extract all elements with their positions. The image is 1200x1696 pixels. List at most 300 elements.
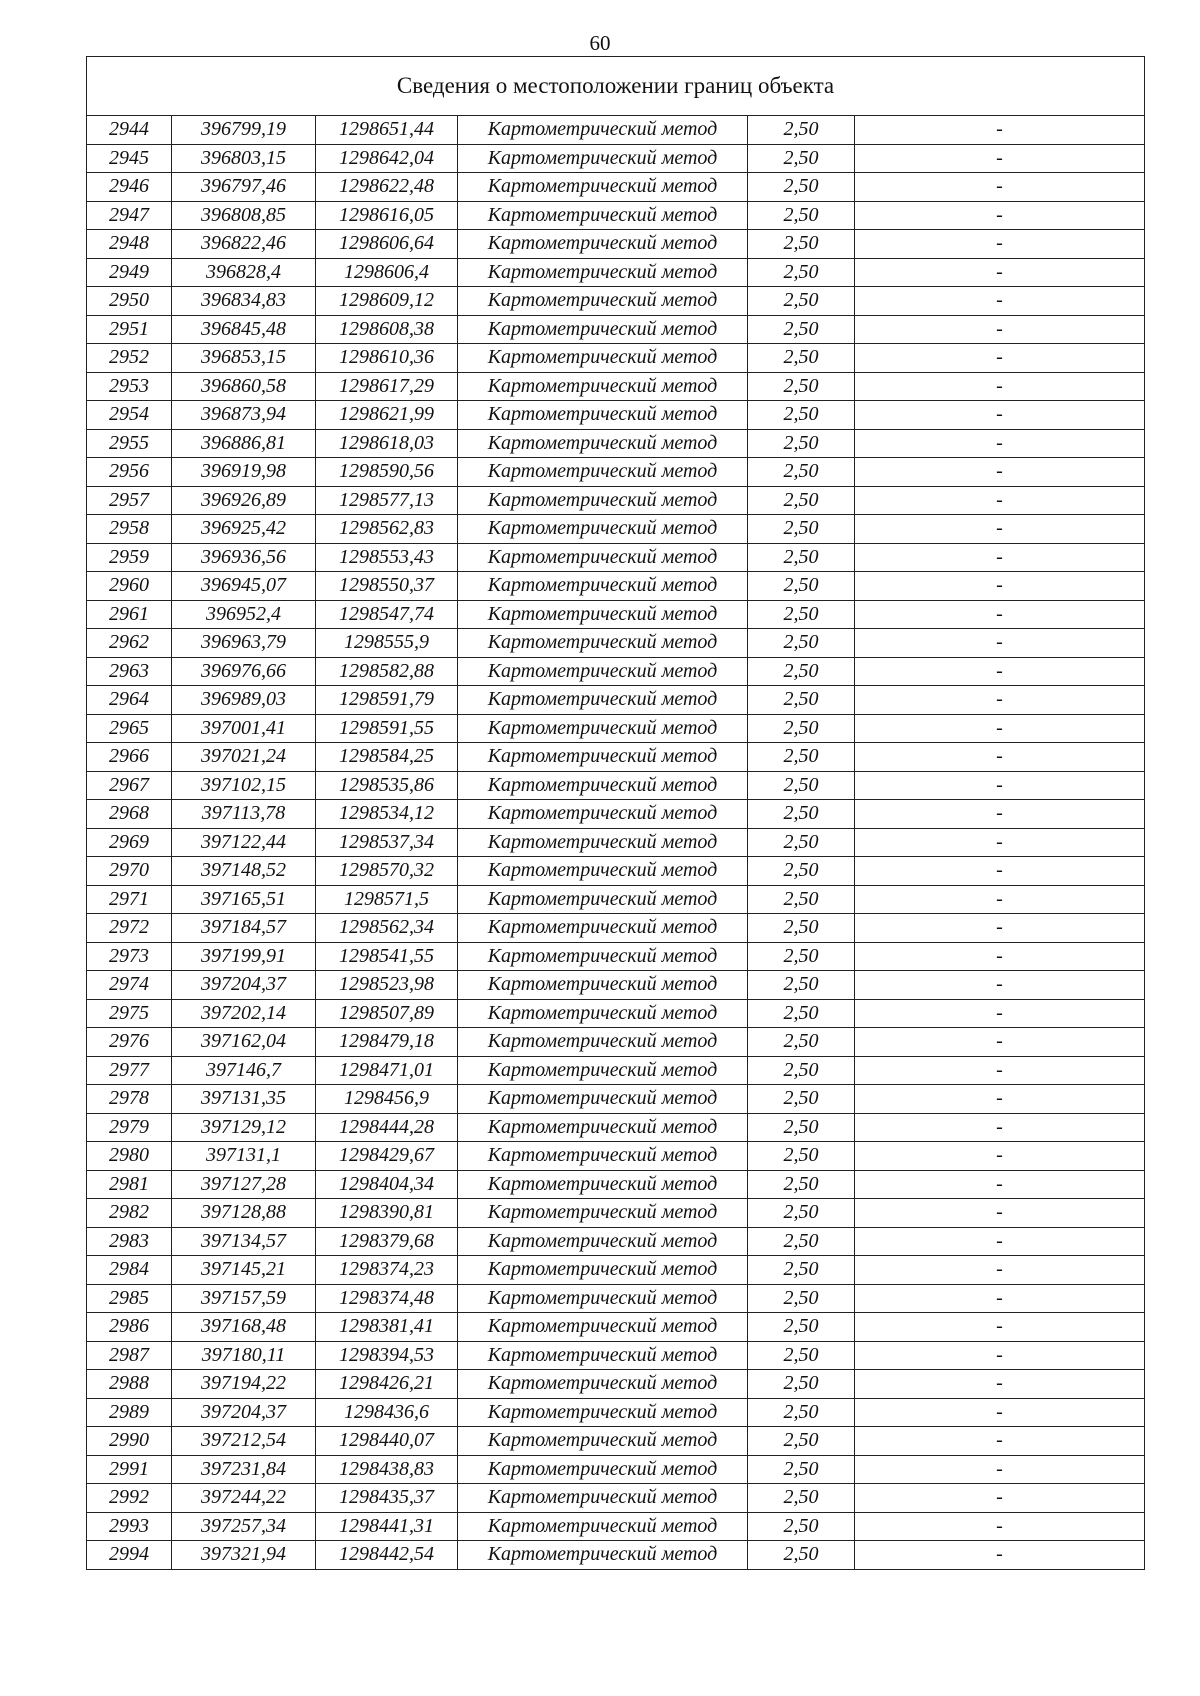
y-coordinate-cell: 1298570,32: [316, 857, 458, 886]
y-coordinate-cell: 1298562,83: [316, 515, 458, 544]
description-cell: -: [855, 543, 1145, 572]
point-number-cell: 2949: [87, 258, 172, 287]
point-number-cell: 2952: [87, 344, 172, 373]
description-cell: -: [855, 344, 1145, 373]
point-number-cell: 2945: [87, 144, 172, 173]
y-coordinate-cell: 1298651,44: [316, 116, 458, 145]
table-row: [87, 1370, 1145, 1399]
method-cell: Картометрический метод: [458, 714, 748, 743]
y-coordinate-cell: 1298582,88: [316, 657, 458, 686]
table-row: [87, 657, 1145, 686]
description-cell: -: [855, 201, 1145, 230]
method-cell: Картометрический метод: [458, 116, 748, 145]
description-cell: -: [855, 230, 1145, 259]
table-row: [87, 515, 1145, 544]
point-number-cell: 2955: [87, 429, 172, 458]
description-cell: -: [855, 572, 1145, 601]
accuracy-cell: 2,50: [748, 173, 855, 202]
description-cell: -: [855, 657, 1145, 686]
table-row: [87, 942, 1145, 971]
method-cell: Картометрический метод: [458, 686, 748, 715]
method-cell: Картометрический метод: [458, 344, 748, 373]
accuracy-cell: 2,50: [748, 714, 855, 743]
table-row: [87, 173, 1145, 202]
description-cell: -: [855, 885, 1145, 914]
table-row: [87, 1398, 1145, 1427]
x-coordinate-cell: 397244,22: [172, 1484, 316, 1513]
description-cell: -: [855, 1484, 1145, 1513]
table-row: [87, 743, 1145, 772]
x-coordinate-cell: 397134,57: [172, 1227, 316, 1256]
accuracy-cell: 2,50: [748, 116, 855, 145]
y-coordinate-cell: 1298550,37: [316, 572, 458, 601]
x-coordinate-cell: 396845,48: [172, 315, 316, 344]
accuracy-cell: 2,50: [748, 144, 855, 173]
method-cell: Картометрический метод: [458, 1284, 748, 1313]
y-coordinate-cell: 1298584,25: [316, 743, 458, 772]
page-number: 60: [589, 31, 611, 55]
point-number-cell: 2978: [87, 1085, 172, 1114]
description-cell: -: [855, 173, 1145, 202]
table-row: [87, 144, 1145, 173]
table-row: [87, 971, 1145, 1000]
point-number-cell: 2983: [87, 1227, 172, 1256]
x-coordinate-cell: 397168,48: [172, 1313, 316, 1342]
accuracy-cell: 2,50: [748, 800, 855, 829]
description-cell: -: [855, 771, 1145, 800]
description-cell: -: [855, 1284, 1145, 1313]
method-cell: Картометрический метод: [458, 173, 748, 202]
point-number-cell: 2956: [87, 458, 172, 487]
accuracy-cell: 2,50: [748, 486, 855, 515]
method-cell: Картометрический метод: [458, 458, 748, 487]
point-number-cell: 2947: [87, 201, 172, 230]
y-coordinate-cell: 1298616,05: [316, 201, 458, 230]
description-cell: -: [855, 486, 1145, 515]
point-number-cell: 2966: [87, 743, 172, 772]
x-coordinate-cell: 397102,15: [172, 771, 316, 800]
point-number-cell: 2967: [87, 771, 172, 800]
method-cell: Картометрический метод: [458, 914, 748, 943]
y-coordinate-cell: 1298456,9: [316, 1085, 458, 1114]
description-cell: -: [855, 828, 1145, 857]
table-row: [87, 914, 1145, 943]
y-coordinate-cell: 1298404,34: [316, 1170, 458, 1199]
description-cell: -: [855, 714, 1145, 743]
description-cell: -: [855, 743, 1145, 772]
accuracy-cell: 2,50: [748, 287, 855, 316]
point-number-cell: 2970: [87, 857, 172, 886]
y-coordinate-cell: 1298642,04: [316, 144, 458, 173]
description-cell: -: [855, 144, 1145, 173]
description-cell: -: [855, 315, 1145, 344]
x-coordinate-cell: 397122,44: [172, 828, 316, 857]
accuracy-cell: 2,50: [748, 828, 855, 857]
point-number-cell: 2969: [87, 828, 172, 857]
x-coordinate-cell: 396828,4: [172, 258, 316, 287]
x-coordinate-cell: 396989,03: [172, 686, 316, 715]
x-coordinate-cell: 396886,81: [172, 429, 316, 458]
point-number-cell: 2985: [87, 1284, 172, 1313]
y-coordinate-cell: 1298535,86: [316, 771, 458, 800]
point-number-cell: 2953: [87, 372, 172, 401]
accuracy-cell: 2,50: [748, 515, 855, 544]
accuracy-cell: 2,50: [748, 1341, 855, 1370]
description-cell: -: [855, 1370, 1145, 1399]
point-number-cell: 2948: [87, 230, 172, 259]
accuracy-cell: 2,50: [748, 743, 855, 772]
x-coordinate-cell: 396834,83: [172, 287, 316, 316]
x-coordinate-cell: 397184,57: [172, 914, 316, 943]
x-coordinate-cell: 397113,78: [172, 800, 316, 829]
method-cell: Картометрический метод: [458, 828, 748, 857]
accuracy-cell: 2,50: [748, 1512, 855, 1541]
point-number-cell: 2968: [87, 800, 172, 829]
table-row: [87, 857, 1145, 886]
y-coordinate-cell: 1298394,53: [316, 1341, 458, 1370]
x-coordinate-cell: 397128,88: [172, 1199, 316, 1228]
method-cell: Картометрический метод: [458, 1313, 748, 1342]
method-cell: Картометрический метод: [458, 1028, 748, 1057]
x-coordinate-cell: 396803,15: [172, 144, 316, 173]
method-cell: Картометрический метод: [458, 486, 748, 515]
point-number-cell: 2944: [87, 116, 172, 145]
description-cell: -: [855, 686, 1145, 715]
table-row: [87, 600, 1145, 629]
table-row: [87, 201, 1145, 230]
method-cell: Картометрический метод: [458, 1199, 748, 1228]
method-cell: Картометрический метод: [458, 629, 748, 658]
y-coordinate-cell: 1298479,18: [316, 1028, 458, 1057]
description-cell: -: [855, 1142, 1145, 1171]
x-coordinate-cell: 396808,85: [172, 201, 316, 230]
accuracy-cell: 2,50: [748, 201, 855, 230]
point-number-cell: 2972: [87, 914, 172, 943]
accuracy-cell: 2,50: [748, 572, 855, 601]
method-cell: Картометрический метод: [458, 429, 748, 458]
method-cell: Картометрический метод: [458, 401, 748, 430]
method-cell: Картометрический метод: [458, 1113, 748, 1142]
accuracy-cell: 2,50: [748, 458, 855, 487]
y-coordinate-cell: 1298537,34: [316, 828, 458, 857]
x-coordinate-cell: 396799,19: [172, 116, 316, 145]
point-number-cell: 2981: [87, 1170, 172, 1199]
accuracy-cell: 2,50: [748, 885, 855, 914]
table-row: [87, 999, 1145, 1028]
x-coordinate-cell: 397001,41: [172, 714, 316, 743]
table-row: [87, 1256, 1145, 1285]
accuracy-cell: 2,50: [748, 429, 855, 458]
table-row: [87, 1199, 1145, 1228]
table-row: [87, 1313, 1145, 1342]
x-coordinate-cell: 396925,42: [172, 515, 316, 544]
description-cell: -: [855, 116, 1145, 145]
point-number-cell: 2988: [87, 1370, 172, 1399]
accuracy-cell: 2,50: [748, 1284, 855, 1313]
point-number-cell: 2994: [87, 1541, 172, 1570]
accuracy-cell: 2,50: [748, 857, 855, 886]
y-coordinate-cell: 1298390,81: [316, 1199, 458, 1228]
method-cell: Картометрический метод: [458, 287, 748, 316]
x-coordinate-cell: 397131,1: [172, 1142, 316, 1171]
x-coordinate-cell: 397145,21: [172, 1256, 316, 1285]
accuracy-cell: 2,50: [748, 1370, 855, 1399]
x-coordinate-cell: 397157,59: [172, 1284, 316, 1313]
y-coordinate-cell: 1298429,67: [316, 1142, 458, 1171]
method-cell: Картометрический метод: [458, 1341, 748, 1370]
method-cell: Картометрический метод: [458, 1541, 748, 1570]
x-coordinate-cell: 397204,37: [172, 971, 316, 1000]
description-cell: -: [855, 1512, 1145, 1541]
point-number-cell: 2984: [87, 1256, 172, 1285]
x-coordinate-cell: 397127,28: [172, 1170, 316, 1199]
method-cell: Картометрический метод: [458, 1170, 748, 1199]
description-cell: -: [855, 1341, 1145, 1370]
method-cell: Картометрический метод: [458, 1256, 748, 1285]
x-coordinate-cell: 397146,7: [172, 1056, 316, 1085]
y-coordinate-cell: 1298441,31: [316, 1512, 458, 1541]
method-cell: Картометрический метод: [458, 144, 748, 173]
accuracy-cell: 2,50: [748, 1227, 855, 1256]
y-coordinate-cell: 1298440,07: [316, 1427, 458, 1456]
y-coordinate-cell: 1298435,37: [316, 1484, 458, 1513]
y-coordinate-cell: 1298523,98: [316, 971, 458, 1000]
x-coordinate-cell: 396860,58: [172, 372, 316, 401]
method-cell: Картометрический метод: [458, 258, 748, 287]
accuracy-cell: 2,50: [748, 1056, 855, 1085]
table-row: [87, 1056, 1145, 1085]
x-coordinate-cell: 397212,54: [172, 1427, 316, 1456]
table-row: [87, 800, 1145, 829]
accuracy-cell: 2,50: [748, 258, 855, 287]
method-cell: Картометрический метод: [458, 771, 748, 800]
method-cell: Картометрический метод: [458, 230, 748, 259]
x-coordinate-cell: 397165,51: [172, 885, 316, 914]
x-coordinate-cell: 396853,15: [172, 344, 316, 373]
method-cell: Картометрический метод: [458, 1085, 748, 1114]
y-coordinate-cell: 1298617,29: [316, 372, 458, 401]
x-coordinate-cell: 396822,46: [172, 230, 316, 259]
description-cell: -: [855, 971, 1145, 1000]
table-row: [87, 372, 1145, 401]
x-coordinate-cell: 397148,52: [172, 857, 316, 886]
point-number-cell: 2962: [87, 629, 172, 658]
method-cell: Картометрический метод: [458, 1227, 748, 1256]
accuracy-cell: 2,50: [748, 600, 855, 629]
accuracy-cell: 2,50: [748, 1398, 855, 1427]
point-number-cell: 2975: [87, 999, 172, 1028]
table-row: [87, 429, 1145, 458]
table-row: [87, 344, 1145, 373]
table-title-row: [87, 57, 1145, 116]
method-cell: Картометрический метод: [458, 657, 748, 686]
description-cell: -: [855, 1056, 1145, 1085]
description-cell: -: [855, 1398, 1145, 1427]
method-cell: Картометрический метод: [458, 1398, 748, 1427]
accuracy-cell: 2,50: [748, 629, 855, 658]
table-row: [87, 258, 1145, 287]
accuracy-cell: 2,50: [748, 372, 855, 401]
method-cell: Картометрический метод: [458, 1427, 748, 1456]
y-coordinate-cell: 1298541,55: [316, 942, 458, 971]
y-coordinate-cell: 1298381,41: [316, 1313, 458, 1342]
table-row: [87, 1028, 1145, 1057]
table-row: [87, 714, 1145, 743]
table-row: [87, 116, 1145, 145]
y-coordinate-cell: 1298571,5: [316, 885, 458, 914]
point-number-cell: 2993: [87, 1512, 172, 1541]
accuracy-cell: 2,50: [748, 230, 855, 259]
point-number-cell: 2977: [87, 1056, 172, 1085]
y-coordinate-cell: 1298591,55: [316, 714, 458, 743]
point-number-cell: 2992: [87, 1484, 172, 1513]
table-row: [87, 287, 1145, 316]
method-cell: Картометрический метод: [458, 743, 748, 772]
point-number-cell: 2979: [87, 1113, 172, 1142]
table-row: [87, 1227, 1145, 1256]
table-row: [87, 686, 1145, 715]
description-cell: -: [855, 914, 1145, 943]
point-number-cell: 2986: [87, 1313, 172, 1342]
accuracy-cell: 2,50: [748, 1313, 855, 1342]
table-row: [87, 458, 1145, 487]
table-row: [87, 771, 1145, 800]
description-cell: -: [855, 800, 1145, 829]
method-cell: Картометрический метод: [458, 515, 748, 544]
y-coordinate-cell: 1298591,79: [316, 686, 458, 715]
x-coordinate-cell: 397204,37: [172, 1398, 316, 1427]
description-cell: -: [855, 1313, 1145, 1342]
point-number-cell: 2961: [87, 600, 172, 629]
y-coordinate-cell: 1298547,74: [316, 600, 458, 629]
point-number-cell: 2950: [87, 287, 172, 316]
x-coordinate-cell: 397231,84: [172, 1455, 316, 1484]
x-coordinate-cell: 397180,11: [172, 1341, 316, 1370]
method-cell: Картометрический метод: [458, 201, 748, 230]
accuracy-cell: 2,50: [748, 1113, 855, 1142]
description-cell: -: [855, 258, 1145, 287]
table-row: [87, 828, 1145, 857]
x-coordinate-cell: 397131,35: [172, 1085, 316, 1114]
table-row: [87, 1142, 1145, 1171]
point-number-cell: 2959: [87, 543, 172, 572]
description-cell: -: [855, 600, 1145, 629]
table-body: [87, 57, 1145, 1570]
method-cell: Картометрический метод: [458, 543, 748, 572]
table-row: [87, 1085, 1145, 1114]
description-cell: -: [855, 429, 1145, 458]
x-coordinate-cell: 396952,4: [172, 600, 316, 629]
table-row: [87, 572, 1145, 601]
x-coordinate-cell: 396919,98: [172, 458, 316, 487]
y-coordinate-cell: 1298618,03: [316, 429, 458, 458]
y-coordinate-cell: 1298436,6: [316, 1398, 458, 1427]
accuracy-cell: 2,50: [748, 1085, 855, 1114]
description-cell: -: [855, 1085, 1145, 1114]
method-cell: Картометрический метод: [458, 999, 748, 1028]
table-row: [87, 543, 1145, 572]
point-number-cell: 2951: [87, 315, 172, 344]
y-coordinate-cell: 1298622,48: [316, 173, 458, 202]
description-cell: -: [855, 1028, 1145, 1057]
accuracy-cell: 2,50: [748, 1484, 855, 1513]
method-cell: Картометрический метод: [458, 600, 748, 629]
y-coordinate-cell: 1298426,21: [316, 1370, 458, 1399]
table-row: [87, 401, 1145, 430]
description-cell: -: [855, 1113, 1145, 1142]
point-number-cell: 2973: [87, 942, 172, 971]
description-cell: -: [855, 999, 1145, 1028]
table-row: [87, 1484, 1145, 1513]
accuracy-cell: 2,50: [748, 1256, 855, 1285]
accuracy-cell: 2,50: [748, 1028, 855, 1057]
accuracy-cell: 2,50: [748, 999, 855, 1028]
method-cell: Картометрический метод: [458, 942, 748, 971]
table-row: [87, 1170, 1145, 1199]
description-cell: -: [855, 1227, 1145, 1256]
x-coordinate-cell: 397162,04: [172, 1028, 316, 1057]
accuracy-cell: 2,50: [748, 401, 855, 430]
description-cell: -: [855, 515, 1145, 544]
accuracy-cell: 2,50: [748, 1170, 855, 1199]
x-coordinate-cell: 397199,91: [172, 942, 316, 971]
y-coordinate-cell: 1298374,23: [316, 1256, 458, 1285]
accuracy-cell: 2,50: [748, 971, 855, 1000]
point-number-cell: 2990: [87, 1427, 172, 1456]
method-cell: Картометрический метод: [458, 1455, 748, 1484]
point-number-cell: 2974: [87, 971, 172, 1000]
method-cell: Картометрический метод: [458, 857, 748, 886]
point-number-cell: 2963: [87, 657, 172, 686]
table-row: [87, 629, 1145, 658]
y-coordinate-cell: 1298610,36: [316, 344, 458, 373]
method-cell: Картометрический метод: [458, 572, 748, 601]
table-row: [87, 1541, 1145, 1570]
description-cell: -: [855, 287, 1145, 316]
accuracy-cell: 2,50: [748, 1455, 855, 1484]
y-coordinate-cell: 1298534,12: [316, 800, 458, 829]
method-cell: Картометрический метод: [458, 1370, 748, 1399]
x-coordinate-cell: 396797,46: [172, 173, 316, 202]
y-coordinate-cell: 1298442,54: [316, 1541, 458, 1570]
point-number-cell: 2971: [87, 885, 172, 914]
y-coordinate-cell: 1298590,56: [316, 458, 458, 487]
accuracy-cell: 2,50: [748, 1199, 855, 1228]
description-cell: -: [855, 857, 1145, 886]
table-title: Сведения о местоположении границ объекта: [87, 57, 1145, 116]
y-coordinate-cell: 1298379,68: [316, 1227, 458, 1256]
table-row: [87, 486, 1145, 515]
description-cell: -: [855, 942, 1145, 971]
method-cell: Картометрический метод: [458, 372, 748, 401]
x-coordinate-cell: 396936,56: [172, 543, 316, 572]
x-coordinate-cell: 396873,94: [172, 401, 316, 430]
x-coordinate-cell: 397194,22: [172, 1370, 316, 1399]
method-cell: Картометрический метод: [458, 315, 748, 344]
y-coordinate-cell: 1298438,83: [316, 1455, 458, 1484]
y-coordinate-cell: 1298609,12: [316, 287, 458, 316]
point-number-cell: 2965: [87, 714, 172, 743]
description-cell: -: [855, 1170, 1145, 1199]
point-number-cell: 2989: [87, 1398, 172, 1427]
description-cell: -: [855, 1541, 1145, 1570]
table-row: [87, 885, 1145, 914]
x-coordinate-cell: 397202,14: [172, 999, 316, 1028]
table-row: [87, 1427, 1145, 1456]
table-row: [87, 1284, 1145, 1313]
point-number-cell: 2960: [87, 572, 172, 601]
description-cell: -: [855, 1455, 1145, 1484]
